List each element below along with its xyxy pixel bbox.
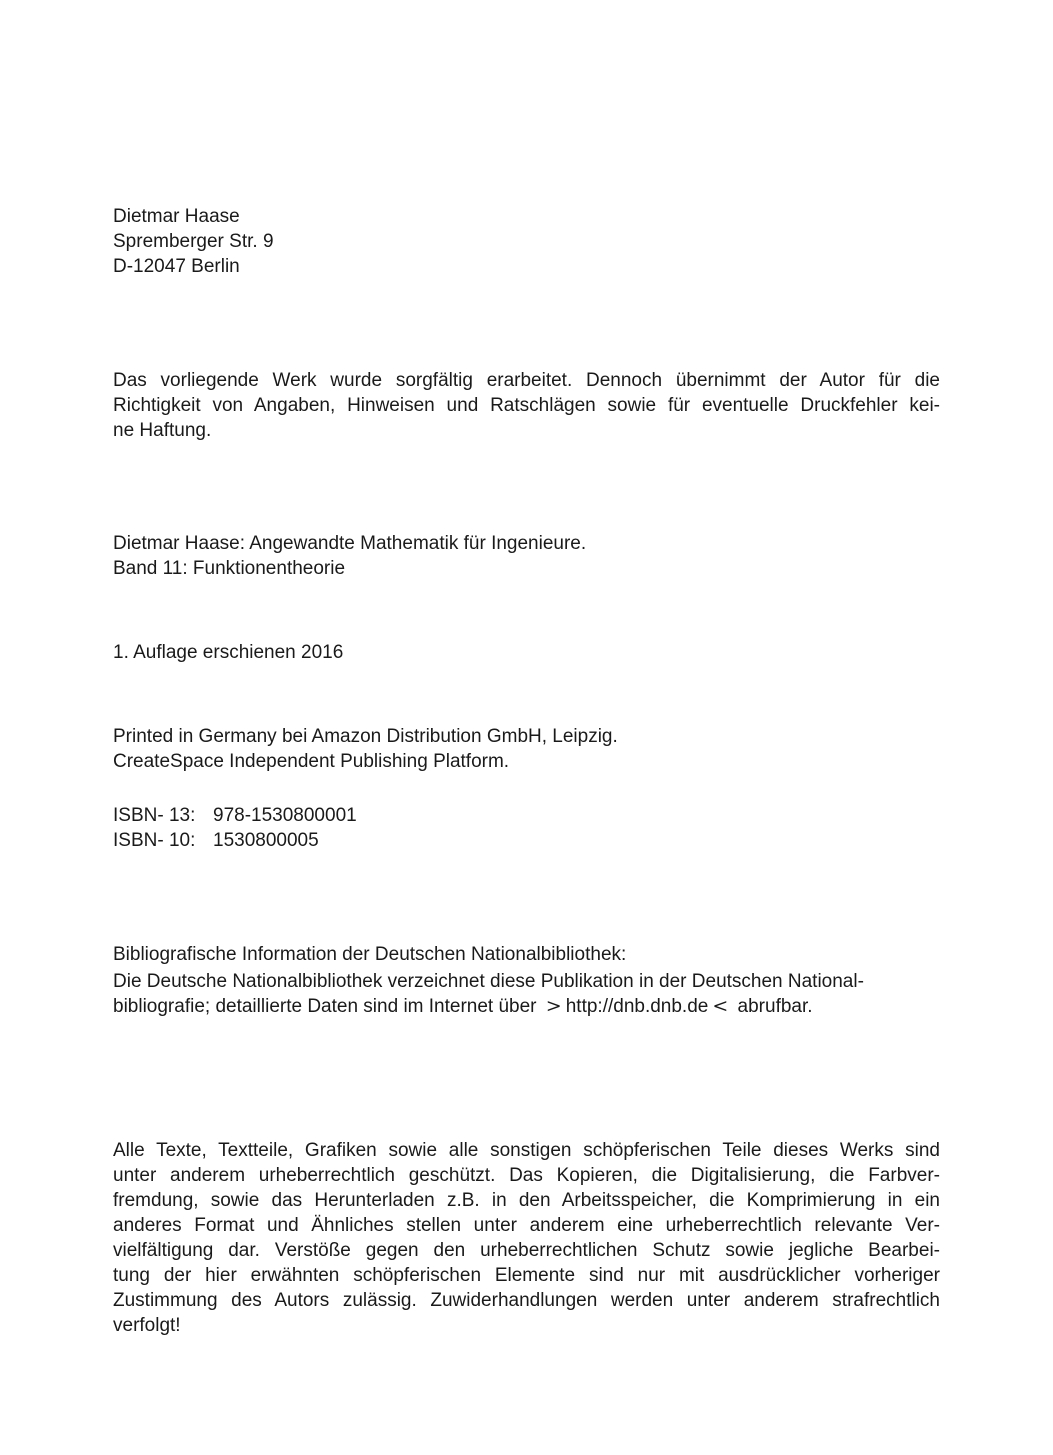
bibliography-line-post: abrufbar. xyxy=(737,996,813,1017)
bibliography-line: Die Deutsche Nationalbibliothek verzeichnet diese Publikation in der Deutschen National- xyxy=(113,971,864,992)
disclaimer-line: Richtigkeit von Angaben, Hinweisen und Ratschlägen sowie für eventuelle Druckfehler kei- xyxy=(113,395,940,416)
edition-text: 1. Auflage erschienen 2016 xyxy=(113,642,344,663)
isbn-10-value: 1530800005 xyxy=(213,830,319,851)
dnb-url-link[interactable]: http://dnb.dnb.de xyxy=(565,996,709,1017)
isbn-13-row xyxy=(113,803,940,828)
isbn-13-value: 978-1530800001 xyxy=(213,805,357,826)
copyright-line: verfolgt! xyxy=(113,1315,181,1336)
author-city: D-12047 Berlin xyxy=(113,256,240,277)
book-title-block xyxy=(113,531,940,581)
author-address xyxy=(113,204,940,279)
edition-block xyxy=(113,640,940,665)
bibliography-heading: Bibliografische Information der Deutschen Nationalbibliothek: xyxy=(113,944,627,965)
author-name: Dietmar Haase xyxy=(113,206,240,227)
book-title: Dietmar Haase: Angewandte Mathematik für Ingenieure. xyxy=(113,533,587,554)
copyright-line: Alle Texte, Textteile, Grafiken sowie alle sonstigen schöpferischen Teile dieses Werks sind xyxy=(113,1140,940,1161)
copyright-line: vielfältigung dar. Verstöße gegen den urheberrechtlichen Schutz sowie jegliche Bearbei- xyxy=(113,1240,940,1261)
disclaimer-line: Das vorliegende Werk wurde sorgfältig erarbeitet. Dennoch übernimmt der Autor für die xyxy=(113,370,940,391)
author-street: Spremberger Str. 9 xyxy=(113,231,274,252)
isbn-block xyxy=(113,803,940,853)
bibliography-line-pre: bibliografie; detaillierte Daten sind im Internet über xyxy=(113,996,537,1017)
printing-block xyxy=(113,724,940,774)
disclaimer-line: ne Haftung. xyxy=(113,420,212,441)
copyright-line: fremdung, sowie das Herunterladen z.B. in den Arbeitsspeicher, die Komprimierung in ein xyxy=(113,1190,940,1211)
copyright-line: tung der hier erwähnten schöpferischen Elemente sind nur mit ausdrücklicher vorheriger xyxy=(113,1265,940,1286)
bibliography-line-url xyxy=(113,994,940,1019)
url-open-mark: > xyxy=(545,995,562,1017)
bibliography-block xyxy=(113,942,940,1019)
isbn-13-label: ISBN- 13: xyxy=(113,805,196,826)
copyright-line: anderes Format und Ähnliches stellen unter anderem eine urheberrechtlich relevante Ver- xyxy=(113,1215,940,1236)
copyright-line: Zustimmung des Autors zulässig. Zuwiderhandlungen werden unter anderem strafrechtlich xyxy=(113,1290,940,1311)
disclaimer-paragraph xyxy=(113,368,940,443)
publishing-platform: CreateSpace Independent Publishing Platform. xyxy=(113,751,510,772)
url-close-mark: < xyxy=(712,995,729,1017)
copyright-line: unter anderem urheberrechtlich geschützt. Das Kopieren, die Digitalisierung, die Farbver- xyxy=(113,1165,940,1186)
book-volume: Band 11: Funktionentheorie xyxy=(113,558,346,579)
printed-in: Printed in Germany bei Amazon Distribution GmbH, Leipzig. xyxy=(113,726,618,747)
copyright-paragraph xyxy=(113,1138,940,1338)
isbn-10-label: ISBN- 10: xyxy=(113,830,196,851)
isbn-10-row xyxy=(113,828,940,853)
